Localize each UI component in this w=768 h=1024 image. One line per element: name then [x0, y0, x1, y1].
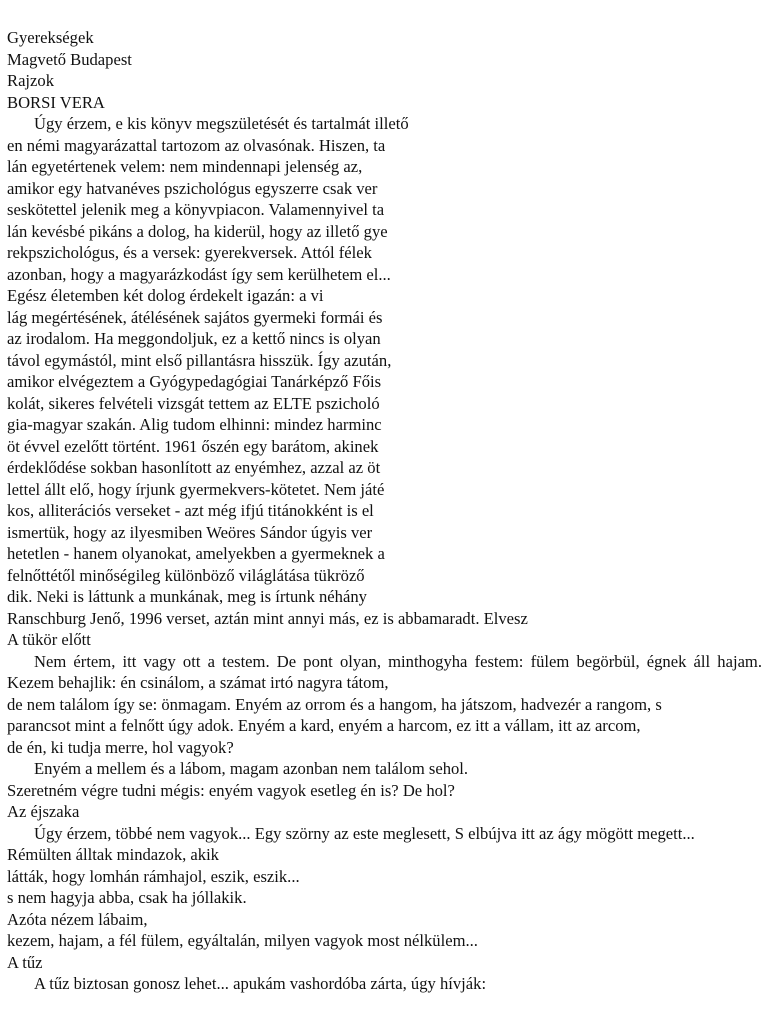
- text-line: seskötettel jelenik meg a könyvpiacon. Valamennyivel ta: [7, 200, 385, 219]
- text-line: Rémülten álltak mindazok, akik: [7, 845, 219, 864]
- text-line: Szeretném végre tudni mégis: enyém vagyok esetleg én is? De hol?: [7, 780, 455, 800]
- text-line: Gyerekségek: [7, 28, 94, 47]
- text-line: lán kevésbé pikáns a dolog, ha kiderül, hogy az illető gye: [7, 221, 388, 241]
- text-line: gia-magyar szakán. Alig tudom elhinni: mindez harminc: [7, 415, 382, 434]
- text-line: Nem értem, itt vagy ott a testem. De pont olyan, minthogyha festem: fülem begörbül, égnek áll hajam. Kezem behajlik: én csinálom, a számat irtó nagyra tátom,: [7, 651, 762, 692]
- text-line: Azóta nézem lábaim,: [7, 909, 148, 929]
- text-line: Úgy érzem, többé nem vagyok... Egy szörny az este meglesett, S elbújva itt az ágy mögött megett...: [34, 823, 695, 843]
- document-text: [7, 27, 762, 995]
- text-line: érdeklődése sokban hasonlított az enyémhez, azzal az öt: [7, 458, 381, 477]
- text-line: de én, ki tudja merre, hol vagyok?: [7, 737, 234, 757]
- text-line: ismertük, hogy az ilyesmiben Weöres Sándor úgyis ver: [7, 522, 373, 542]
- text-line: parancsot mint a felnőtt úgy adok. Enyém a kard, enyém a harcom, ez itt a vállam, itt az arcom,: [7, 716, 641, 735]
- text-line: Enyém a mellem és a lábom, magam azonban nem találom sehol.: [34, 759, 469, 778]
- text-line: kolát, sikeres felvételi vizsgát tettem az ELTE pszicholó: [7, 393, 380, 413]
- text-line: BORSI VERA: [7, 92, 105, 112]
- text-line: A tükör előtt: [7, 630, 91, 649]
- text-line: Ranschburg Jenő, 1996 verset, aztán mint annyi más, ez is abbamaradt. Elvesz: [7, 608, 528, 628]
- text-line: Rajzok: [7, 71, 55, 90]
- text-line: Úgy érzem, e kis könyv megszületését és tartalmát illető: [34, 114, 409, 133]
- text-line: Magvető Budapest: [7, 49, 132, 69]
- text-line: s nem hagyja abba, csak ha jóllakik.: [7, 888, 247, 907]
- text-line: de nem találom így se: önmagam. Enyém az orrom és a hangom, ha játszom, hadvezér a rangom, s: [7, 694, 662, 714]
- text-line: lág megértésének, átélésének sajátos gyermeki formái és: [7, 307, 383, 327]
- text-line: amikor elvégeztem a Gyógypedagógiai Tanárképző Főis: [7, 372, 382, 391]
- text-line: kos, alliterációs verseket - azt még ifjú titánokként is el: [7, 501, 374, 520]
- text-line: rekpszichológus, és a versek: gyerekversek. Attól félek: [7, 243, 372, 262]
- text-line: távol egymástól, mint első pillantásra hisszük. Így azután,: [7, 350, 392, 370]
- text-line: A tűz: [7, 952, 43, 972]
- text-line: látták, hogy lomhán rámhajol, eszik, eszik...: [7, 866, 300, 886]
- text-line: öt évvel ezelőtt történt. 1961 őszén egy barátom, akinek: [7, 436, 379, 456]
- text-line: azonban, hogy a magyarázkodást így sem kerülhetem el...: [7, 264, 391, 284]
- text-line: lettel állt elő, hogy írjunk gyermekvers-kötetet. Nem játé: [7, 479, 385, 499]
- text-line: A tűz biztosan gonosz lehet... apukám vashordóba zárta, úgy hívják:: [34, 974, 487, 993]
- text-line: felnőttétől minőségileg különböző világlátása tükröző: [7, 565, 365, 585]
- text-line: az irodalom. Ha meggondoljuk, ez a kettő nincs is olyan: [7, 329, 381, 348]
- text-line: Az éjszaka: [7, 802, 80, 821]
- text-line: kezem, hajam, a fél fülem, egyáltalán, milyen vagyok most nélkülem...: [7, 931, 478, 950]
- text-line: hetetlen - hanem olyanokat, amelyekben a gyermeknek a: [7, 544, 385, 563]
- text-line: amikor egy hatvanéves pszichológus egyszerre csak ver: [7, 178, 378, 198]
- text-line: Egész életemben két dolog érdekelt igazán: a vi: [7, 286, 324, 305]
- text-line: en némi magyarázattal tartozom az olvasónak. Hiszen, ta: [7, 135, 386, 155]
- text-line: dik. Neki is láttunk a munkának, meg is írtunk néhány: [7, 587, 367, 606]
- text-line: lán egyetértenek velem: nem mindennapi jelenség az,: [7, 157, 363, 176]
